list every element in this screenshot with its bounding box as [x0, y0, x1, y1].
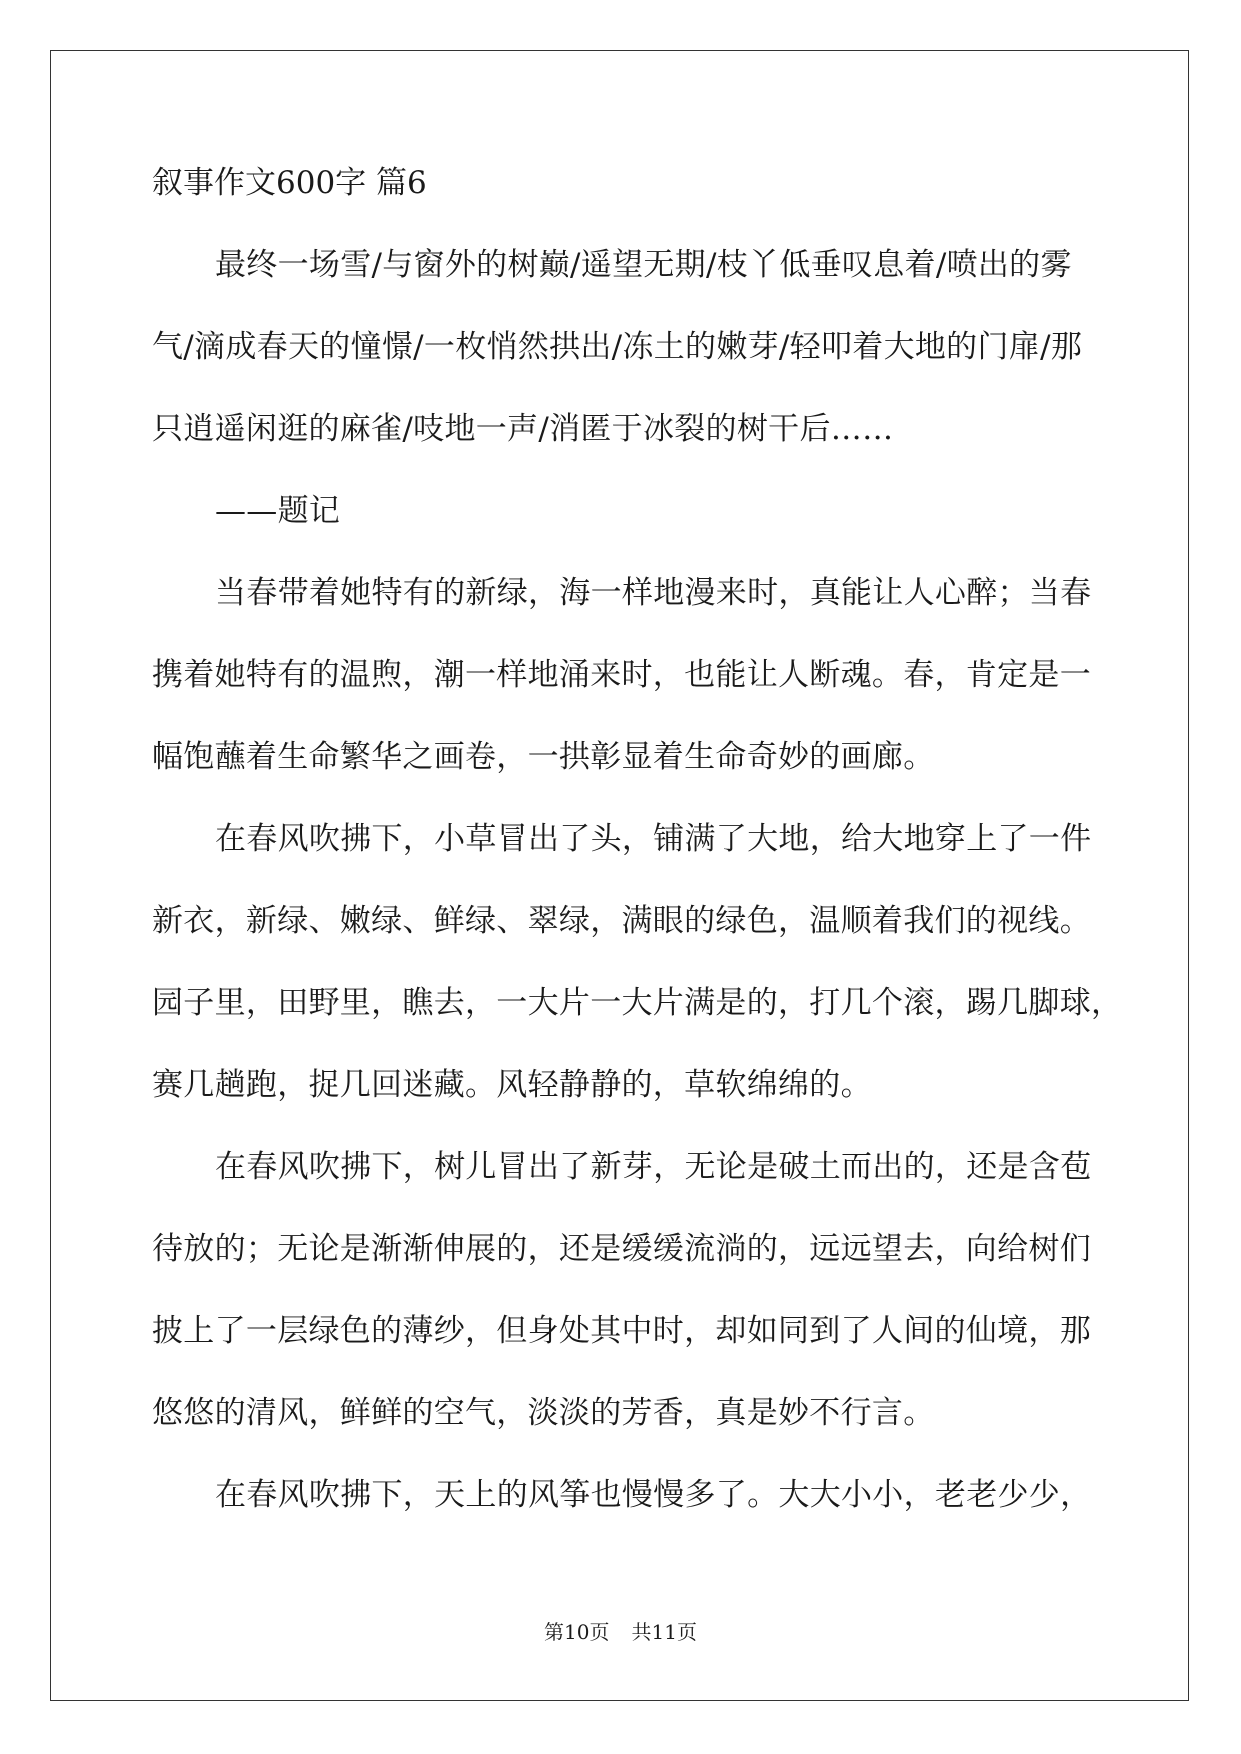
paragraph-line: 披上了一层绿色的薄纱，但身处其中时，却如同到了人间的仙境，那 [152, 1313, 1091, 1349]
document-title: 叙事作文600字 篇6 [152, 165, 427, 201]
paragraph-line: 最终一场雪/与窗外的树巅/遥望无期/枝丫低垂叹息着/喷出的雾 [215, 247, 1072, 283]
paragraph-line: 在春风吹拂下，天上的风筝也慢慢多了。大大小小，老老少少， [215, 1477, 1092, 1513]
document-body [152, 163, 1123, 1536]
paragraph-line: 园子里，田野里，瞧去，一大片一大片满是的，打几个滚，踢几脚球， [152, 985, 1123, 1021]
paragraph-line: 当春带着她特有的新绿，海一样地漫来时，真能让人心醉；当春 [215, 575, 1092, 611]
paragraph-line: 待放的；无论是渐渐伸展的，还是缓缓流淌的，远远望去，向给树们 [152, 1231, 1091, 1267]
page-footer [0, 1620, 1241, 1644]
paragraph-line: 在春风吹拂下，树儿冒出了新芽，无论是破土而出的，还是含苞 [215, 1149, 1092, 1185]
paragraph-line: 携着她特有的温煦，潮一样地涌来时，也能让人断魂。春，肯定是一 [152, 657, 1091, 693]
paragraph-line: 气/滴成春天的憧憬/一枚悄然拱出/冻土的嫩芽/轻叩着大地的门扉/那 [152, 329, 1083, 365]
paragraph-line: 悠悠的清风，鲜鲜的空气，淡淡的芳香，真是妙不行言。 [152, 1395, 935, 1431]
paragraph-line: 只逍遥闲逛的麻雀/吱地一声/消匿于冰裂的树干后…… [152, 411, 894, 447]
page-number: 第10页 [544, 1620, 610, 1644]
paragraph-line: 赛几趟跑，捉几回迷藏。风轻静静的，草软绵绵的。 [152, 1067, 872, 1103]
paragraph-line: 新衣，新绿、嫩绿、鲜绿、翠绿，满眼的绿色，温顺着我们的视线。 [152, 903, 1091, 939]
paragraph-line: 在春风吹拂下，小草冒出了头，铺满了大地，给大地穿上了一件 [215, 821, 1092, 857]
page-total: 共11页 [631, 1620, 697, 1644]
paragraph-line: 幅饱蘸着生命繁华之画卷，一拱彰显着生命奇妙的画廊。 [152, 739, 935, 775]
epigraph-attribution: ——题记 [215, 493, 341, 529]
